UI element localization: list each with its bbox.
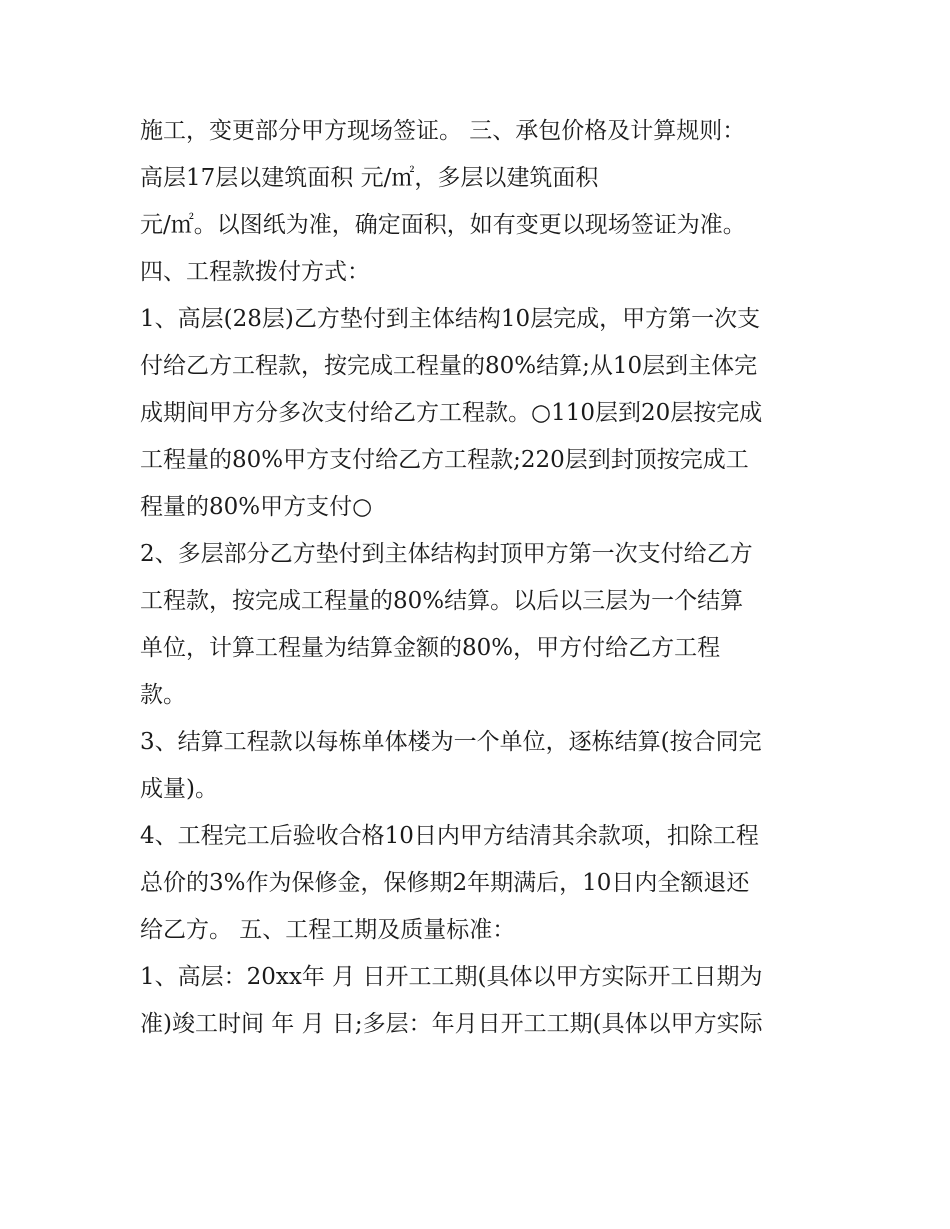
text-line-10: 2、多层部分乙方垫付到主体结构封顶甲方第一次支付给乙方 — [140, 541, 753, 567]
text-line-9: 程量的80%甲方支付○ — [140, 494, 373, 520]
text-line-4: 四、工程款拨付方式： — [140, 259, 370, 285]
text-line-15: 成量)。 — [140, 776, 218, 802]
text-line-11: 工程款，按完成工程量的80%结算。以后以三层为一个结算 — [140, 588, 744, 614]
document-page — [140, 108, 820, 1048]
text-line-12: 单位，计算工程量为结算金额的80%，甲方付给乙方工程 — [140, 635, 721, 661]
text-line-14: 3、结算工程款以每栋单体楼为一个单位，逐栋结算(按合同完 — [140, 729, 762, 755]
text-line-2: 高层17层以建筑面积 元/㎡，多层以建筑面积 — [140, 165, 599, 191]
text-line-7: 成期间甲方分多次支付给乙方工程款。○110层到20层按完成 — [140, 400, 763, 426]
text-line-8: 工程量的80%甲方支付给乙方工程款;220层到封顶按完成工 — [140, 447, 749, 473]
text-line-5: 1、高层(28层)乙方垫付到主体结构10层完成，甲方第一次支 — [140, 306, 761, 332]
text-line-20: 准)竣工时间 年 月 日;多层：年月日开工工期(具体以甲方实际 — [140, 1011, 763, 1037]
text-line-1: 施工，变更部分甲方现场签证。 三、承包价格及计算规则： — [140, 118, 746, 144]
text-line-17: 总价的3%作为保修金，保修期2年期满后，10日内全额退还 — [140, 870, 750, 896]
text-line-19: 1、高层：20xx年 月 日开工工期(具体以甲方实际开工日期为 — [140, 964, 763, 990]
text-line-13: 款。 — [140, 682, 186, 708]
text-line-6: 付给乙方工程款，按完成工程量的80%结算;从10层到主体完 — [140, 353, 758, 379]
text-line-18: 给乙方。 五、工程工期及质量标准： — [140, 917, 516, 943]
text-line-3: 元/㎡。以图纸为准，确定面积，如有变更以现场签证为准。 — [140, 212, 746, 238]
text-line-16: 4、工程完工后验收合格10日内甲方结清其余款项，扣除工程 — [140, 823, 759, 849]
